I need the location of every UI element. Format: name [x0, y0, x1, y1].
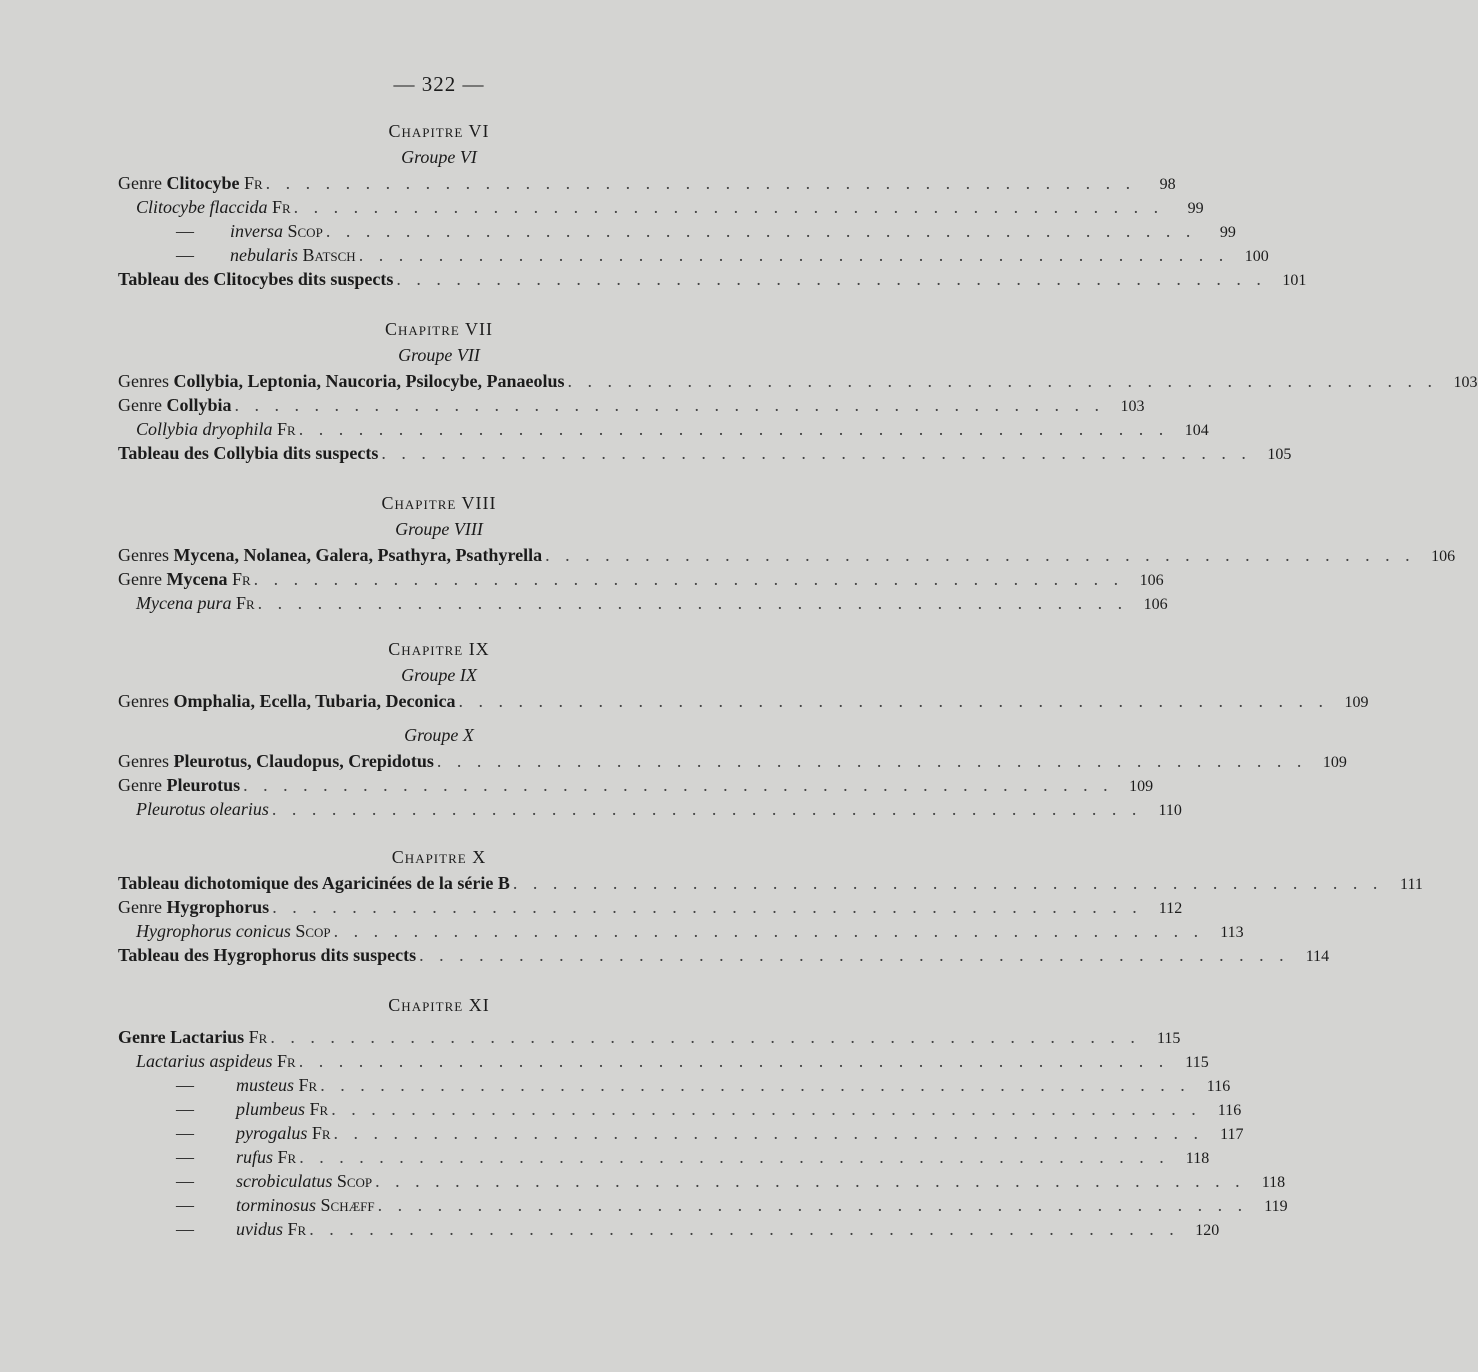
toc-entry: Genre Hygrophorus . . . . . . . . . . . . . . . . . . . . . . . . . . . . . . . . . . . . . . . . . . . . 112: [118, 897, 1183, 917]
leader-dots: . . . . . . . . . . . . . . . . . . . . . . . . . . . . . . . . . . . . . . . . . . . .: [272, 897, 1143, 917]
toc-entry: Genre Pleurotus . . . . . . . . . . . . . . . . . . . . . . . . . . . . . . . . . . . . . . . . . . . . 109: [118, 775, 1154, 795]
leader-dots: . . . . . . . . . . . . . . . . . . . . . . . . . . . . . . . . . . . . . . . . . . . .: [358, 245, 1229, 265]
leader-dots: . . . . . . . . . . . . . . . . . . . . . . . . . . . . . . . . . . . . . . . . . . . .: [257, 593, 1128, 613]
toc-entry: — uvidus Fr . . . . . . . . . . . . . . . . . . . . . . . . . . . . . . . . . . . . . . . . . . . . 120: [176, 1219, 1220, 1239]
page-ref: 115: [1185, 1054, 1209, 1071]
toc-entry: Mycena pura Fr . . . . . . . . . . . . . . . . . . . . . . . . . . . . . . . . . . . . . . . . . . . . 106: [136, 593, 1168, 613]
group-heading: Groupe X: [404, 725, 474, 745]
toc-entry: Clitocybe flaccida Fr . . . . . . . . . . . . . . . . . . . . . . . . . . . . . . . . . . . . . . . . . . . . 99: [136, 197, 1204, 217]
group-heading: Groupe VII: [398, 345, 480, 365]
toc-entry: Genres Mycena, Nolanea, Galera, Psathyra, Psathyrella . . . . . . . . . . . . . . . . . . . . . . . . . . . . . . . . . . . . . . . . . . . . 106: [118, 545, 1456, 565]
toc-entry: — plumbeus Fr . . . . . . . . . . . . . . . . . . . . . . . . . . . . . . . . . . . . . . . . . . . . 116: [176, 1099, 1242, 1119]
toc-entry: Pleurotus olearius . . . . . . . . . . . . . . . . . . . . . . . . . . . . . . . . . . . . . . . . . . . . 110: [136, 799, 1182, 819]
leader-dots: . . . . . . . . . . . . . . . . . . . . . . . . . . . . . . . . . . . . . . . . . . . .: [545, 545, 1416, 565]
leader-dots: . . . . . . . . . . . . . . . . . . . . . . . . . . . . . . . . . . . . . . . . . . . .: [243, 775, 1114, 795]
leader-dots: . . . . . . . . . . . . . . . . . . . . . . . . . . . . . . . . . . . . . . . . . . . .: [436, 751, 1307, 771]
leader-dots: . . . . . . . . . . . . . . . . . . . . . . . . . . . . . . . . . . . . . . . . . . . .: [265, 173, 1136, 193]
toc-entry: — rufus Fr . . . . . . . . . . . . . . . . . . . . . . . . . . . . . . . . . . . . . . . . . . . . 118: [176, 1147, 1210, 1167]
page-ref: 106: [1143, 596, 1168, 613]
page-ref: 118: [1261, 1174, 1286, 1191]
toc-entry: — scrobiculatus Scop . . . . . . . . . . . . . . . . . . . . . . . . . . . . . . . . . . . . . . . . . . . . 118: [176, 1171, 1286, 1191]
leader-dots: . . . . . . . . . . . . . . . . . . . . . . . . . . . . . . . . . . . . . . . . . . . .: [381, 443, 1252, 463]
toc-entry: Genre Collybia . . . . . . . . . . . . . . . . . . . . . . . . . . . . . . . . . . . . . . . . . . . . 103: [118, 395, 1145, 415]
page-ref: 116: [1206, 1078, 1231, 1095]
leader-dots: . . . . . . . . . . . . . . . . . . . . . . . . . . . . . . . . . . . . . . . . . . . .: [333, 921, 1204, 941]
leader-dots: . . . . . . . . . . . . . . . . . . . . . . . . . . . . . . . . . . . . . . . . . . . .: [253, 569, 1124, 589]
page-ref: 112: [1158, 900, 1183, 917]
page-ref: 106: [1139, 572, 1164, 589]
page-ref: 106: [1431, 548, 1456, 565]
page-ref: 109: [1344, 694, 1369, 711]
chapter-heading: Chapitre XI: [388, 995, 490, 1015]
toc-entry: Tableau des Collybia dits suspects . . . . . . . . . . . . . . . . . . . . . . . . . . . . . . . . . . . . . . . . . . . . 105: [118, 443, 1292, 463]
page-ref: 116: [1217, 1102, 1242, 1119]
page-ref: 103: [1120, 398, 1145, 415]
page-ref: 118: [1185, 1150, 1210, 1167]
leader-dots: . . . . . . . . . . . . . . . . . . . . . . . . . . . . . . . . . . . . . . . . . . . .: [325, 221, 1196, 241]
leader-dots: . . . . . . . . . . . . . . . . . . . . . . . . . . . . . . . . . . . . . . . . . . . .: [396, 269, 1267, 289]
leader-dots: . . . . . . . . . . . . . . . . . . . . . . . . . . . . . . . . . . . . . . . . . . . .: [270, 1027, 1141, 1047]
page-number: — 322 —: [393, 72, 485, 96]
toc-entry: Hygrophorus conicus Scop . . . . . . . . . . . . . . . . . . . . . . . . . . . . . . . . . . . . . . . . . . . . 113: [136, 921, 1244, 941]
leader-dots: . . . . . . . . . . . . . . . . . . . . . . . . . . . . . . . . . . . . . . . . . . . .: [298, 1051, 1169, 1071]
chapter-heading: Chapitre VIII: [381, 493, 497, 513]
chapter-heading: Chapitre IX: [388, 639, 490, 659]
page-ref: 110: [1158, 802, 1182, 819]
toc-entry: Genre Clitocybe Fr . . . . . . . . . . . . . . . . . . . . . . . . . . . . . . . . . . . . . . . . . . . . 98: [118, 173, 1176, 193]
toc-entry: Genre Lactarius Fr . . . . . . . . . . . . . . . . . . . . . . . . . . . . . . . . . . . . . . . . . . . . 115: [118, 1027, 1181, 1047]
leader-dots: . . . . . . . . . . . . . . . . . . . . . . . . . . . . . . . . . . . . . . . . . . . .: [333, 1123, 1204, 1143]
leader-dots: . . . . . . . . . . . . . . . . . . . . . . . . . . . . . . . . . . . . . . . . . . . .: [320, 1075, 1191, 1095]
page-ref: 105: [1267, 446, 1292, 463]
page-ref: 113: [1220, 924, 1244, 941]
toc-entry: Genres Collybia, Leptonia, Naucoria, Psilocybe, Panaeolus . . . . . . . . . . . . . . . . . . . . . . . . . . . . . . . . . . . . . . . . . . . . 103: [118, 371, 1478, 391]
group-heading: Groupe IX: [401, 665, 477, 685]
toc-entry: — pyrogalus Fr . . . . . . . . . . . . . . . . . . . . . . . . . . . . . . . . . . . . . . . . . . . . 117: [176, 1123, 1244, 1143]
page-ref: 98: [1159, 176, 1176, 193]
toc-entry: Tableau dichotomique des Agaricinées de la série B . . . . . . . . . . . . . . . . . . . . . . . . . . . . . . . . . . . . . . . . . . . . 111: [118, 873, 1423, 893]
page-ref: 99: [1187, 200, 1204, 217]
leader-dots: . . . . . . . . . . . . . . . . . . . . . . . . . . . . . . . . . . . . . . . . . . . .: [299, 1147, 1170, 1167]
page-ref: 103: [1453, 374, 1478, 391]
leader-dots: . . . . . . . . . . . . . . . . . . . . . . . . . . . . . . . . . . . . . . . . . . . .: [419, 945, 1290, 965]
leader-dots: . . . . . . . . . . . . . . . . . . . . . . . . . . . . . . . . . . . . . . . . . . . .: [331, 1099, 1202, 1119]
page-ref: 101: [1282, 272, 1307, 289]
toc-entry: — torminosus Schæff . . . . . . . . . . . . . . . . . . . . . . . . . . . . . . . . . . . . . . . . . . . . 119: [176, 1195, 1288, 1215]
page-ref: 111: [1400, 876, 1423, 893]
leader-dots: . . . . . . . . . . . . . . . . . . . . . . . . . . . . . . . . . . . . . . . . . . . .: [512, 873, 1383, 893]
page-ref: 109: [1322, 754, 1347, 771]
page-ref: 99: [1219, 224, 1236, 241]
toc-entry: Collybia dryophila Fr . . . . . . . . . . . . . . . . . . . . . . . . . . . . . . . . . . . . . . . . . . . . 104: [136, 419, 1209, 439]
group-heading: Groupe VI: [401, 147, 477, 167]
chapter-heading: Chapitre VII: [384, 319, 494, 339]
leader-dots: . . . . . . . . . . . . . . . . . . . . . . . . . . . . . . . . . . . . . . . . . . . .: [309, 1219, 1180, 1239]
leader-dots: . . . . . . . . . . . . . . . . . . . . . . . . . . . . . . . . . . . . . . . . . . . .: [567, 371, 1438, 391]
page-ref: 100: [1244, 248, 1269, 265]
leader-dots: . . . . . . . . . . . . . . . . . . . . . . . . . . . . . . . . . . . . . . . . . . . .: [293, 197, 1164, 217]
toc-entry: Tableau des Hygrophorus dits suspects . . . . . . . . . . . . . . . . . . . . . . . . . . . . . . . . . . . . . . . . . . . . 114: [118, 945, 1330, 965]
leader-dots: . . . . . . . . . . . . . . . . . . . . . . . . . . . . . . . . . . . . . . . . . . . .: [298, 419, 1169, 439]
toc-entry: Genres Pleurotus, Claudopus, Crepidotus . . . . . . . . . . . . . . . . . . . . . . . . . . . . . . . . . . . . . . . . . . . . 109: [118, 751, 1347, 771]
leader-dots: . . . . . . . . . . . . . . . . . . . . . . . . . . . . . . . . . . . . . . . . . . . .: [271, 799, 1142, 819]
page-ref: 120: [1195, 1222, 1220, 1239]
toc-entry: Genre Mycena Fr . . . . . . . . . . . . . . . . . . . . . . . . . . . . . . . . . . . . . . . . . . . . 106: [118, 569, 1164, 589]
leader-dots: . . . . . . . . . . . . . . . . . . . . . . . . . . . . . . . . . . . . . . . . . . . .: [234, 395, 1105, 415]
toc-entry: Tableau des Clitocybes dits suspects . . . . . . . . . . . . . . . . . . . . . . . . . . . . . . . . . . . . . . . . . . . . 101: [118, 269, 1307, 289]
toc-entry: — inversa Scop . . . . . . . . . . . . . . . . . . . . . . . . . . . . . . . . . . . . . . . . . . . . 99: [176, 221, 1236, 241]
chapter-heading: Chapitre VI: [388, 121, 490, 141]
group-heading: Groupe VIII: [395, 519, 483, 539]
page-ref: 104: [1184, 422, 1209, 439]
leader-dots: . . . . . . . . . . . . . . . . . . . . . . . . . . . . . . . . . . . . . . . . . . . .: [375, 1171, 1246, 1191]
chapter-heading: Chapitre X: [391, 847, 487, 867]
page-ref: 115: [1156, 1030, 1181, 1047]
page-ref: 119: [1264, 1198, 1288, 1215]
toc-entry: — nebularis Batsch . . . . . . . . . . . . . . . . . . . . . . . . . . . . . . . . . . . . . . . . . . . . 100: [176, 245, 1269, 265]
leader-dots: . . . . . . . . . . . . . . . . . . . . . . . . . . . . . . . . . . . . . . . . . . . .: [377, 1195, 1248, 1215]
toc-entry: Genres Omphalia, Ecella, Tubaria, Deconica . . . . . . . . . . . . . . . . . . . . . . . . . . . . . . . . . . . . . . . . . . . . 109: [118, 691, 1369, 711]
page-ref: 109: [1129, 778, 1154, 795]
page-ref: 117: [1220, 1126, 1244, 1143]
toc-entry: — musteus Fr . . . . . . . . . . . . . . . . . . . . . . . . . . . . . . . . . . . . . . . . . . . . 116: [176, 1075, 1231, 1095]
page-ref: 114: [1305, 948, 1330, 965]
leader-dots: . . . . . . . . . . . . . . . . . . . . . . . . . . . . . . . . . . . . . . . . . . . .: [458, 691, 1329, 711]
toc-entry: Lactarius aspideus Fr . . . . . . . . . . . . . . . . . . . . . . . . . . . . . . . . . . . . . . . . . . . . 115: [136, 1051, 1209, 1071]
